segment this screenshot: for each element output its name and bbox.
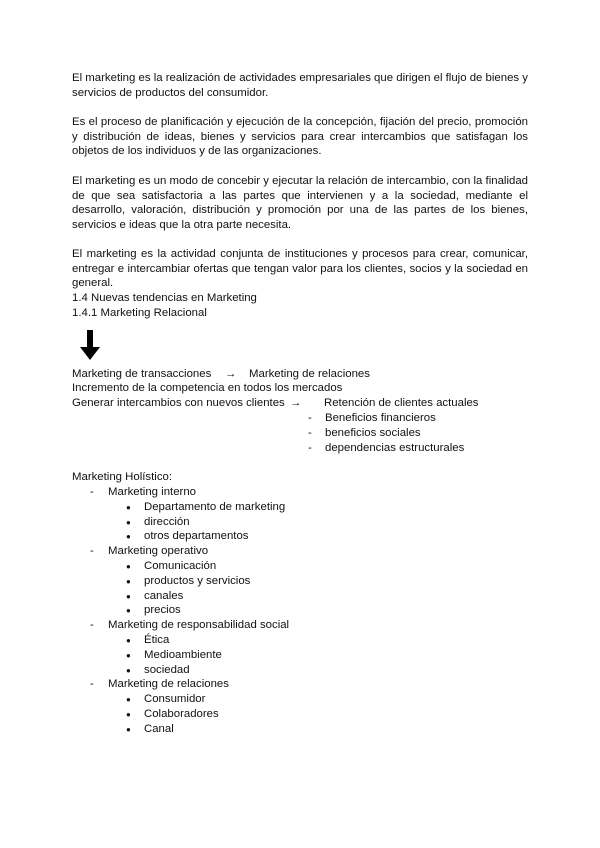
benefit-item: dependencias estructurales bbox=[325, 441, 465, 454]
bullet-icon: ● bbox=[126, 695, 131, 705]
bullet-icon: ● bbox=[126, 576, 131, 586]
holistic-item: Colaboradores bbox=[144, 708, 219, 720]
heading-1: 1.4 Nuevas tendencias en Marketing bbox=[72, 292, 257, 304]
paragraph-text: El marketing es la actividad conjunta de instituciones y procesos para crear, comunicar, entregar e intercambiar ofertas que tengan valor para los clientes, socios y la sociedad en general. bbox=[72, 248, 528, 290]
arrow-right: → bbox=[290, 397, 302, 409]
bullet-icon: ● bbox=[126, 517, 131, 527]
bullet-icon: ● bbox=[126, 665, 131, 675]
holistic-item: sociedad bbox=[144, 663, 190, 676]
bullet-icon: ● bbox=[126, 502, 131, 512]
holistic-item: Departamento de marketing bbox=[144, 500, 286, 513]
holistic-title: Marketing Holístico: bbox=[72, 471, 173, 483]
down-arrow-icon bbox=[80, 330, 100, 360]
paragraph-3 bbox=[72, 174, 528, 233]
bullet-icon: ● bbox=[126, 724, 131, 734]
bullet-icon: ● bbox=[126, 710, 131, 719]
holistic-item: Medioambiente bbox=[144, 648, 222, 661]
holistic-item: Canal bbox=[144, 722, 174, 735]
holistic-item: canales bbox=[144, 589, 184, 602]
heading-2: 1.4.1 Marketing Relacional bbox=[72, 307, 207, 319]
competition-line: Incremento de la competencia en todos los mercados bbox=[72, 382, 343, 394]
holistic-item: Ética bbox=[144, 634, 170, 646]
bullet-icon: ● bbox=[126, 562, 131, 571]
transactions-label: Marketing de transacciones bbox=[72, 368, 212, 380]
retention-label: Retención de clientes actuales bbox=[324, 397, 479, 409]
holistic-item: Comunicación bbox=[144, 560, 217, 572]
bullet-icon: ● bbox=[126, 636, 131, 645]
holistic-group-label: Marketing interno bbox=[108, 486, 197, 498]
paragraph-4 bbox=[72, 247, 528, 291]
relations-label: Marketing de relaciones bbox=[249, 368, 370, 380]
dash-marker: - bbox=[90, 619, 94, 632]
bullet-icon: ● bbox=[126, 591, 131, 601]
paragraph-2 bbox=[72, 115, 528, 159]
dash-marker: - bbox=[308, 412, 312, 424]
benefit-item: Beneficios financieros bbox=[325, 412, 436, 424]
benefit-item: beneficios sociales bbox=[325, 426, 421, 439]
paragraph-text: El marketing es la realización de actividades empresariales que dirigen el flujo de bienes y servicios de productos del consumidor. bbox=[72, 72, 528, 99]
holistic-group-label: Marketing de relaciones bbox=[108, 678, 229, 691]
holistic-group-label: Marketing operativo bbox=[108, 545, 209, 558]
arrow-right: → bbox=[225, 368, 237, 380]
bullet-icon: ● bbox=[126, 650, 131, 660]
holistic-item: dirección bbox=[144, 515, 190, 528]
bullet-icon: ● bbox=[126, 606, 131, 616]
paragraph-1 bbox=[72, 71, 528, 100]
paragraph-text: El marketing es un modo de concebir y ejecutar la relación de intercambio, con la finalidad de que sea satisfactoria a las partes que intervienen y a la sociedad, mediante el desarrollo, valoración, distribución y promoción por una de las partes de los bienes, servicios e ideas que la otra parte necesita. bbox=[72, 175, 528, 232]
holistic-item: Consumidor bbox=[144, 693, 206, 706]
dash-marker: - bbox=[90, 678, 94, 691]
dash-marker: - bbox=[90, 545, 94, 558]
dash-marker: - bbox=[308, 426, 312, 439]
new-clients-label: Generar intercambios con nuevos clientes bbox=[72, 397, 285, 409]
dash-marker: - bbox=[90, 486, 94, 498]
bullet-icon: ● bbox=[126, 532, 131, 542]
holistic-item: otros departamentos bbox=[144, 530, 249, 543]
holistic-item: precios bbox=[144, 604, 181, 617]
dash-marker: - bbox=[308, 441, 312, 454]
holistic-item: productos y servicios bbox=[144, 574, 251, 587]
paragraph-text: Es el proceso de planificación y ejecución de la concepción, fijación del precio, promoción y distribución de ideas, bienes y servicios para crear intercambios que satisfagan los objetos de los individuos y de las organizaciones. bbox=[72, 116, 528, 158]
holistic-group-label: Marketing de responsabilidad social bbox=[108, 619, 290, 632]
